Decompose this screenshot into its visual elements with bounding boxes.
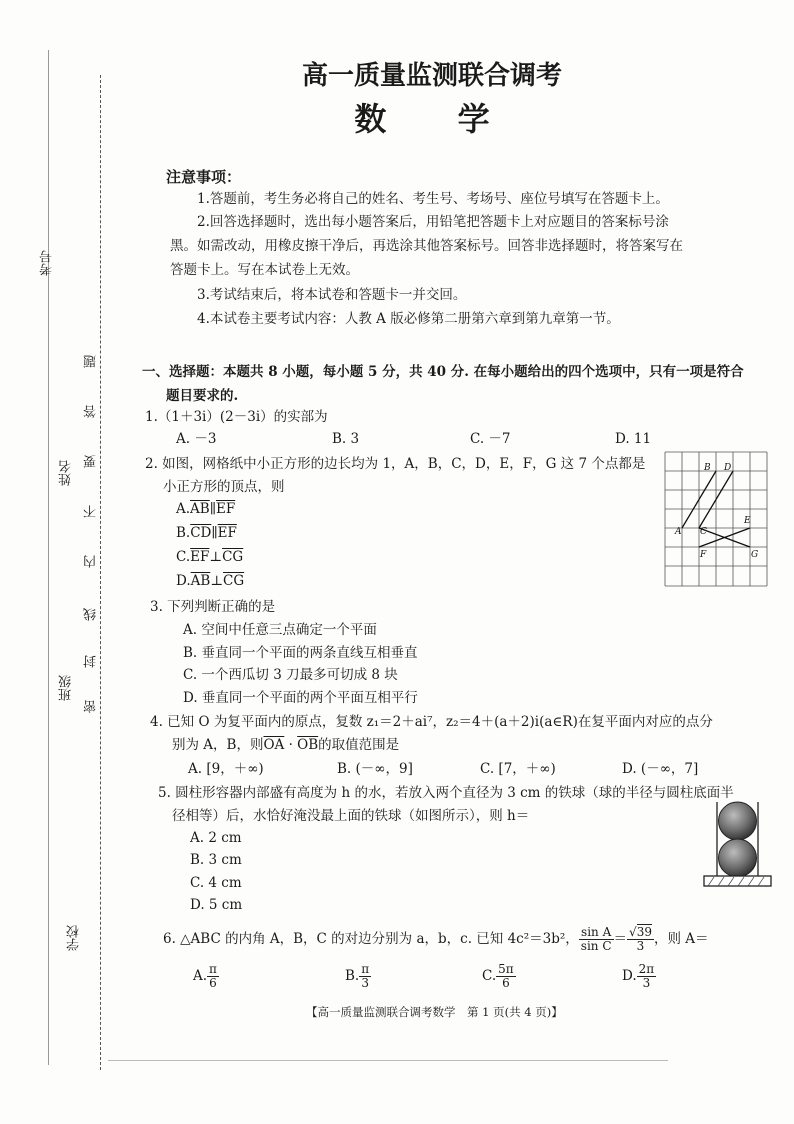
point-label-d: D — [724, 463, 732, 473]
label-xingming: 姓名 — [59, 460, 74, 486]
seal-char: 答 — [84, 405, 99, 418]
page-footer: 【高一质量监测联合调考数学 第 1 页(共 4 页)】 — [306, 1005, 563, 1019]
q3-option-d: D. 垂直同一个平面的两个平面互相平行 — [183, 690, 418, 706]
q4-option-c: C. [7，＋∞) — [480, 761, 556, 777]
notes-heading: 注意事项： — [166, 168, 242, 186]
note-line: 1.答题前，考生务必将自己的姓名、考生号、考场号、座位号填写在答题卡上。 — [197, 191, 669, 207]
note-line: 3.考试结束后，将本试卷和答题卡一并交回。 — [197, 287, 467, 303]
point-label-f: F — [700, 550, 707, 560]
q5-option-c: C. 4 cm — [190, 875, 242, 891]
q5-option-d: D. 5 cm — [190, 897, 243, 913]
q2-option-a: $A.\overline{AB}\parallel\overline{EF}$ — [176, 501, 236, 517]
seal-char: 封 — [84, 655, 99, 668]
point-label-a: A — [675, 527, 682, 537]
label-xuexiao: 学校 — [67, 925, 82, 951]
seal-dashed-line — [100, 75, 101, 1070]
q1-option-d: D. 11 — [615, 431, 652, 447]
point-label-b: B — [704, 463, 711, 473]
q4-stem-cont: 别为 A，B，则$\overline{OA} \cdot \overline{OB}$的取值范围是 — [172, 737, 400, 753]
q6-sine-ratio: $\frac{\text{sin A}}{\text{sin C}}$ — [580, 925, 612, 953]
q4-option-d: D. (－∞，7] — [622, 761, 699, 777]
seal-char: 题 — [84, 355, 99, 368]
note-line: 答题卡上。写在本试卷上无效。 — [170, 262, 359, 278]
q5-stem: 5. 圆柱形容器内部盛有高度为 h 的水，若放入两个直径为 3 cm 的铁球（球的半径与圆柱底面半 — [158, 785, 734, 801]
note-line: 黑。如需改动，用橡皮擦干净后，再选涂其他答案标号。回答非选择题时，将答案写在 — [170, 238, 683, 254]
section-heading: 一、选择题：本题共 8 小题，每小题 5 分，共 40 分. 在每小题给出的四个选项中，只有一项是符合 — [142, 364, 744, 380]
q6-stem: 6. △ABC 的内角 A，B，C 的对边分别为 a，b，c. 已知 4c²＝3b²， $\frac{\text{sin A}}{\text{sin C}}$ ＝ $\frac{√39}{3}$ ，则 A＝ — [163, 925, 709, 953]
scan-edge-line — [108, 1060, 668, 1061]
seal-char: 要 — [84, 455, 99, 468]
q6-option-c: C. $\frac{5\pi}{6}$ — [482, 962, 514, 990]
seal-char: 不 — [84, 505, 99, 518]
q2-option-d: $D.\overline{AB}\perp\overline{CG}$ — [176, 573, 245, 589]
q2-grid-figure — [663, 450, 773, 590]
seal-char: 内 — [84, 555, 99, 568]
q4-option-a: A. [9，＋∞) — [188, 761, 264, 777]
q2-option-b: $B.\overline{CD}\parallel\overline{EF}$ — [176, 525, 237, 541]
q3-option-c: C. 一个西瓜切 3 刀最多可切成 8 块 — [183, 667, 398, 683]
q2-option-c: $C.\overline{EF}\perp\overline{CG}$ — [176, 549, 244, 565]
exam-subject: 数 学 — [354, 100, 520, 138]
binding-edge-line — [48, 50, 49, 1065]
q1-stem: 1.（1＋3i）(2－3i）的实部为 — [145, 409, 328, 425]
iron-ball-top — [719, 802, 757, 840]
label-banji: 班级 — [59, 675, 74, 701]
q3-stem: 3. 下列判断正确的是 — [150, 599, 276, 615]
label-kaohao: 考号 — [40, 250, 55, 276]
section-heading-cont: 题目要求的. — [166, 388, 239, 404]
q6-sqrt-ratio: $\frac{√39}{3}$ — [629, 925, 652, 953]
note-line: 2.回答选择题时，选出每小题答案后，用铅笔把答题卡上对应题目的答案标号涂 — [197, 214, 669, 230]
q4-stem: 4. 已知 O 为复平面内的原点，复数 z₁＝2＋ai⁷，z₂＝4＋(a＋2)i(a∈R)在复平面内对应的点分 — [150, 714, 713, 730]
note-line: 4.本试卷主要考试内容：人教 A 版必修第二册第六章到第九章第一节。 — [197, 311, 620, 327]
seal-char: 密 — [84, 700, 99, 713]
seal-char: 线 — [84, 608, 99, 621]
q6-option-a: A. $\frac{\pi}{6}$ — [193, 962, 217, 990]
point-label-g: G — [751, 550, 759, 560]
q3-option-b: B. 垂直同一个平面的两条直线互相垂直 — [183, 645, 418, 661]
point-label-c: C — [700, 527, 707, 537]
q5-cylinder-figure — [700, 800, 775, 900]
q1-option-b: B. 3 — [332, 431, 360, 447]
iron-ball-bottom — [719, 839, 757, 877]
q1-option-c: C. －7 — [470, 431, 511, 447]
q1-option-a: A. －3 — [176, 431, 217, 447]
q5-option-a: A. 2 cm — [190, 830, 242, 846]
q4-option-b: B. (－∞，9] — [337, 761, 413, 777]
point-label-e: E — [744, 516, 751, 526]
q3-option-a: A. 空间中任意三点确定一个平面 — [183, 622, 377, 638]
q2-stem-cont: 小正方形的顶点，则 — [163, 479, 285, 495]
q6-option-d: D. $\frac{2\pi}{3}$ — [622, 962, 655, 990]
q5-stem-cont: 径相等）后，水恰好淹没最上面的铁球（如图所示），则 h＝ — [172, 808, 530, 824]
q6-option-b: B. $\frac{\pi}{3}$ — [345, 962, 370, 990]
q2-stem: 2. 如图，网格纸中小正方形的边长均为 1，A，B，C，D，E，F，G 这 7 个点都是 — [145, 456, 646, 472]
q5-option-b: B. 3 cm — [190, 852, 242, 868]
exam-title: 高一质量监测联合调考 — [301, 61, 562, 91]
